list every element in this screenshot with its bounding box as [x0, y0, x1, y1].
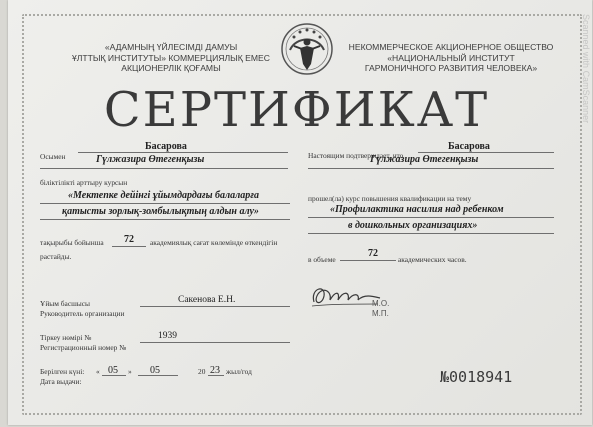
- course-title-ru-line1: «Профилактика насилия над ребенком: [330, 204, 504, 215]
- label-reg-ru: Регистрационный номер №: [40, 343, 127, 352]
- label-year: жыл/год: [226, 367, 252, 376]
- serial-number: №0018941: [440, 368, 513, 386]
- issue-year-prefix: 20: [198, 367, 206, 376]
- label-date-kz: Берілген күні:: [40, 367, 85, 376]
- recipient-surname-ru: Басарова: [448, 141, 490, 152]
- scanner-watermark: Scanned with CamScanner: [581, 14, 591, 124]
- recipient-surname-kz: Басарова: [145, 141, 187, 152]
- label-topic-kz: тақырыбы бойынша: [40, 238, 104, 247]
- recipient-given-ru: Гүлжазира Өтегенқызы: [370, 154, 479, 165]
- recipient-given-kz: Гүлжазира Өтегенқызы: [96, 154, 205, 165]
- certificate-title: СЕРТИФИКАТ: [103, 82, 490, 138]
- label-volume-ru: в объеме: [308, 255, 336, 264]
- label-date-ru: Дата выдачи:: [40, 377, 82, 386]
- course-title-kz-line1: «Мектепке дейінгі ұйымдардағы балаларға: [68, 190, 259, 201]
- label-hours-ru: академических часов.: [398, 255, 467, 264]
- institute-logo-icon: [278, 20, 336, 78]
- registration-number: 1939: [158, 331, 177, 341]
- stamp-label-kz: М.О.: [372, 299, 390, 308]
- stamp-label-ru: М.П.: [372, 309, 389, 318]
- label-head-ru: Руководитель организации: [40, 309, 125, 318]
- organization-name-kz: «АДАМНЫҢ ҮЙЛЕСІМДІ ДАМУЫ ҰЛТТЫҚ ИНСТИТУТЫ» КОММЕРЦИЯЛЫҚ ЕМЕС АКЦИОНЕРЛІК ҚОҒАМЫ: [72, 42, 270, 73]
- issue-month: 05: [150, 365, 160, 376]
- label-head-kz: Ұйым басшысы: [40, 299, 91, 308]
- label-hours-kz: академиялық сағат көлемінде өткендігін: [150, 238, 278, 247]
- label-hereby-kz: Осымен: [40, 152, 66, 161]
- issue-year: 23: [210, 365, 220, 376]
- course-title-ru-line2: в дошкольных организациях»: [348, 220, 478, 231]
- label-hereby-ru: Настоящим подтверждает, что: [308, 151, 404, 160]
- label-reg-kz: Тіркеу нөмірі №: [40, 333, 92, 342]
- head-name: Сакенова Е.Н.: [178, 295, 236, 305]
- hours-kz: 72: [124, 234, 134, 245]
- issue-day: 05: [108, 365, 118, 376]
- organization-name-ru: НЕКОММЕРЧЕСКОЕ АКЦИОНЕРНОЕ ОБЩЕСТВО «НАЦИОНАЛЬНЫЙ ИНСТИТУТ ГАРМОНИЧНОГО РАЗВИТИЯ ЧЕЛОВЕКА»: [348, 42, 554, 73]
- label-course-kz: біліктілікті арттыру курсын: [40, 178, 128, 187]
- label-confirms-kz: растайды.: [40, 252, 72, 261]
- label-course-ru: прошел(ла) курс повышения квалификации на тему: [308, 194, 472, 203]
- course-title-kz-line2: қатысты зорлық-зомбылықтың алдын алу»: [62, 206, 259, 217]
- hours-ru: 72: [368, 248, 378, 259]
